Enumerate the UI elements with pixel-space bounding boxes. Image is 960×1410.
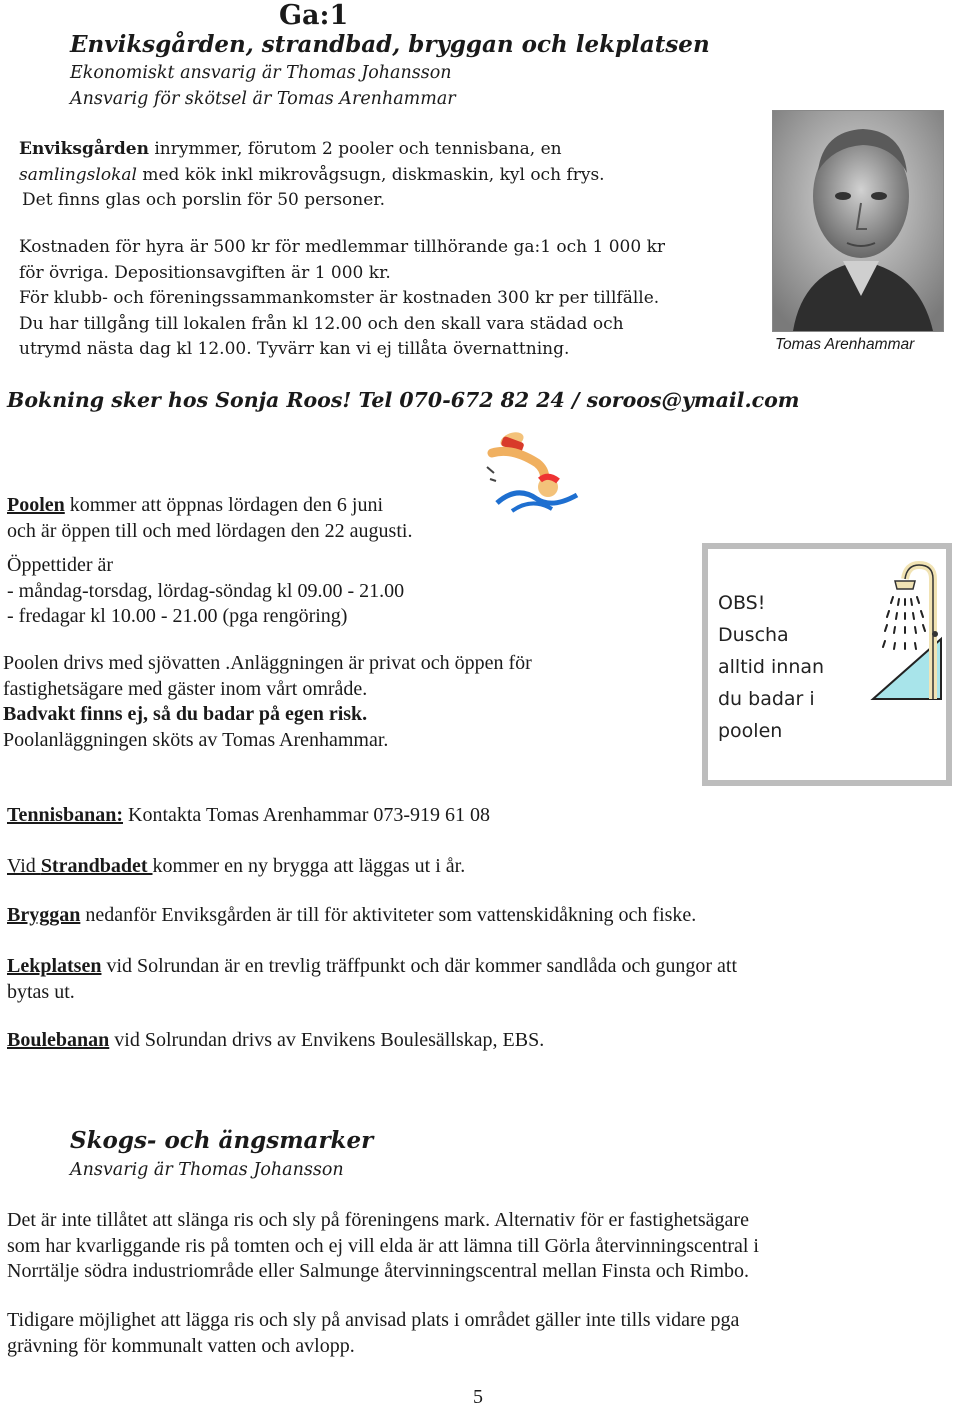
water-line-2: fastighetsägare med gäster inom vårt område. [3, 677, 368, 700]
hours-title: Öppettider är [7, 554, 114, 576]
responsible-economic: Ekonomiskt ansvarig är Thomas Johansson [70, 63, 452, 83]
intro-line-3: Det finns glas och porslin för 50 personer. [22, 190, 385, 210]
obs-text [718, 587, 824, 747]
lifeguard-notice: Badvakt finns ej, så du badar på egen risk. [3, 703, 368, 725]
playground-paragraph [7, 954, 737, 1005]
obs-line-2: Duscha [718, 624, 789, 646]
portrait-photo [772, 110, 944, 332]
obs-line-3: alltid innan [718, 656, 825, 678]
intro-line-1: inrymmer, förutom 2 pooler och tennisbana, en [148, 139, 562, 159]
booking-info: Bokning sker hos Sonja Roos! Tel 070-672 82 24 / soroos@ymail.com [7, 388, 800, 412]
pool-maintained: Poolanläggningen sköts av Tomas Arenhammar. [3, 728, 389, 751]
playground-lead: Lekplatsen [7, 955, 102, 977]
pool-line-2: och är öppen till och med lördagen den 22 augusti. [7, 519, 413, 542]
beach-text: kommer en ny brygga att läggas ut i år. [152, 855, 466, 877]
hours-weekdays: - måndag-torsdag, lördag-söndag kl 09.00 - 21.00 [7, 579, 405, 602]
portrait-caption: Tomas Arenhammar [775, 336, 915, 353]
tennis-line [7, 803, 490, 829]
opening-hours [7, 553, 404, 630]
playground-line-2: bytas ut. [7, 980, 75, 1003]
intro-line-2: med kök inkl mikrovågsugn, diskmaskin, kyl och frys. [136, 164, 605, 185]
forest-paragraph-2 [7, 1308, 739, 1359]
playground-text: vid Solrundan är en trevlig träffpunkt och där kommer sandlåda och gungor att [101, 955, 738, 977]
intro-paragraph [19, 137, 605, 214]
forest-paragraph-1 [7, 1208, 759, 1285]
forest-responsible: Ansvarig är Thomas Johansson [70, 1160, 344, 1180]
beach-lead: Strandbadet [40, 855, 153, 877]
diver-clipart [482, 425, 582, 515]
intro-italic: samlingslokal [19, 164, 137, 185]
pier-text: nedanför Enviksgården är till för aktiviteter som vattenskidåkning och fiske. [80, 904, 697, 926]
tennis-lead: Tennisbanan: [7, 804, 123, 826]
forest-p2-line-1: Tidigare möjlighet att lägga ris och sly på anvisad plats i området gäller inte tills vidare pga [7, 1309, 740, 1331]
forest-p1-line-2: som har kvarliggande ris på tomten och ej vill elda är att lämna till Görla återvinningscentral i [7, 1234, 759, 1257]
shower-icon [863, 559, 948, 709]
pier-lead: Bryggan [7, 904, 81, 926]
cost-line-4: Du har tillgång till lokalen från kl 12.00 och den skall vara städad och [19, 313, 624, 334]
cost-line-2: för övriga. Depositionsavgiften är 1 000 kr. [19, 262, 391, 283]
enviksgarden-lead: Enviksgården [19, 139, 149, 159]
boule-text: vid Solrundan drivs av Envikens Boulesällskap, EBS. [109, 1029, 545, 1051]
portrait-image [773, 111, 943, 331]
cost-paragraph [19, 235, 665, 363]
obs-line-5: poolen [718, 720, 783, 742]
forest-p2-line-2: grävning för kommunalt vatten och avlopp. [7, 1334, 355, 1357]
obs-line-4: du badar i [718, 688, 815, 710]
cost-line-3: För klubb- och föreningssammankomster är kostnaden 300 kr per tillfälle. [19, 288, 660, 308]
section-heading: Enviksgården, strandbad, bryggan och lekplatsen [70, 31, 710, 58]
page-title: Ga:1 [279, 0, 349, 31]
pool-paragraph [7, 493, 412, 544]
pool-lead: Poolen [7, 494, 65, 516]
obs-notice-box [702, 543, 952, 786]
pier-line [7, 903, 696, 929]
responsible-care: Ansvarig för skötsel är Tomas Arenhammar [70, 89, 456, 109]
tennis-text: Kontakta Tomas Arenhammar 073-919 61 08 [123, 804, 491, 826]
forest-p1-line-1: Det är inte tillåtet att slänga ris och sly på föreningens mark. Alternativ för er fastighetsägare [7, 1209, 749, 1231]
beach-pre: Vid [7, 855, 41, 877]
page-number: 5 [473, 1386, 483, 1408]
boule-lead: Boulebanan [7, 1029, 110, 1051]
boule-line [7, 1028, 544, 1054]
cost-line-1: Kostnaden för hyra är 500 kr för medlemmar tillhörande ga:1 och 1 000 kr [19, 237, 666, 257]
forest-p1-line-3: Norrtälje södra industriområde eller Salmunge återvinningscentral mellan Finsta och Rimbo. [7, 1260, 750, 1282]
pool-line-1: kommer att öppnas lördagen den 6 juni [64, 494, 384, 516]
pool-info [3, 651, 532, 753]
cost-line-5: utrymd nästa dag kl 12.00. Tyvärr kan vi ej tillåta övernattning. [19, 339, 570, 359]
beach-line [7, 854, 465, 880]
obs-line-1: OBS! [718, 592, 766, 614]
water-line-1: Poolen drivs med sjövatten .Anläggningen är privat och öppen för [3, 652, 532, 674]
diver-icon [482, 425, 582, 515]
forest-heading: Skogs- och ängsmarker [70, 1127, 374, 1154]
hours-fridays: - fredagar kl 10.00 - 21.00 (pga rengöring) [7, 605, 348, 627]
